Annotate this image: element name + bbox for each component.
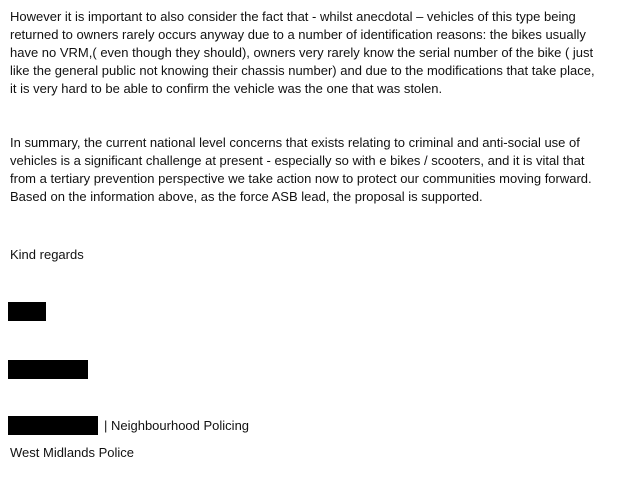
redaction-block-title xyxy=(8,416,98,435)
redaction-block-name xyxy=(8,302,46,321)
paragraph-summary xyxy=(10,134,622,206)
paragraph-identification-reasons xyxy=(10,8,622,98)
paragraph-line: it is very hard to be able to confirm the vehicle was the one that was stolen. xyxy=(10,81,443,96)
paragraph-line: However it is important to also consider the fact that - whilst anecdotal – vehicles of this type being xyxy=(10,9,576,24)
paragraph-line: In summary, the current national level concerns that exists relating to criminal and anti-social use of xyxy=(10,135,580,150)
closing-salutation: Kind regards xyxy=(10,247,84,262)
paragraph-line: returned to owners rarely occurs anyway due to a number of identification reasons: the bikes usually xyxy=(10,27,586,42)
signature-organisation: West Midlands Police xyxy=(10,445,135,460)
paragraph-line: vehicles is a significant challenge at present - especially so with e bikes / scooters, and it is vital that xyxy=(10,153,585,168)
redaction-block-surname xyxy=(8,360,88,379)
paragraph-line: Based on the information above, as the force ASB lead, the proposal is supported. xyxy=(10,189,483,204)
paragraph-line: from a tertiary prevention perspective we take action now to protect our communities moving forward. xyxy=(10,171,592,186)
paragraph-line: like the general public not knowing their chassis number) and due to the modifications that take place, xyxy=(10,63,595,78)
signature-role: | Neighbourhood Policing xyxy=(104,418,250,433)
paragraph-line: have no VRM,( even though they should), owners very rarely know the serial number of the bike ( just xyxy=(10,45,594,60)
